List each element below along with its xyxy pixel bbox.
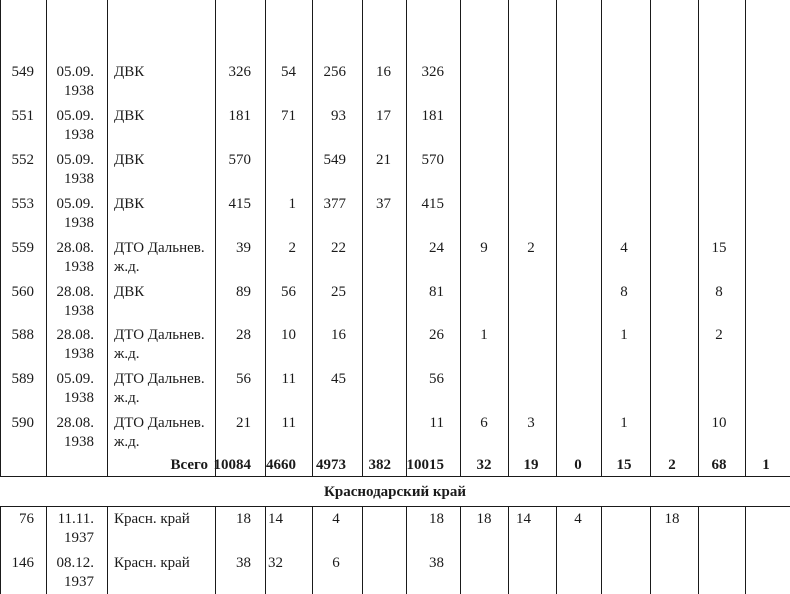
row-organization: ж.д.: [114, 258, 140, 275]
cell-value: 18: [664, 511, 680, 527]
cell-value: 28: [236, 327, 251, 344]
cell-value: 21: [236, 415, 251, 432]
row-date-year: 1938: [64, 302, 94, 319]
cell-value: 14: [516, 511, 531, 527]
cell-value: 1: [288, 195, 296, 212]
row-date-year: 1938: [64, 346, 94, 363]
cell-value: 11: [281, 371, 296, 388]
row-organization: Красн. край: [114, 511, 190, 527]
cell-value: 89: [236, 283, 251, 300]
column-divider: [745, 506, 746, 594]
column-divider: [107, 0, 108, 476]
cell-value: 4: [620, 239, 628, 256]
cell-value: 26: [429, 327, 444, 344]
cell-value: 4660: [266, 457, 296, 473]
row-organization: ДВК: [114, 151, 145, 168]
cell-value: 326: [228, 64, 251, 80]
row-date-year: 1937: [64, 530, 94, 546]
cell-value: 3: [527, 415, 535, 432]
cell-value: 326: [421, 64, 444, 80]
row-organization: ДВК: [114, 283, 145, 300]
row-number: 549: [11, 64, 34, 80]
cell-value: 549: [323, 151, 346, 168]
row-date: 28.08.: [56, 327, 94, 344]
row-organization: ДТО Дальнев.: [114, 415, 205, 432]
cell-value: 382: [368, 457, 391, 473]
cell-value: 18: [476, 511, 492, 527]
cell-value: 6: [480, 415, 488, 432]
row-organization: ДВК: [114, 107, 145, 124]
cell-value: 56: [236, 371, 251, 388]
column-divider: [265, 506, 266, 594]
cell-value: 17: [376, 107, 391, 124]
row-divider: [0, 476, 790, 477]
cell-value: 38: [236, 555, 251, 571]
row-organization: ж.д.: [114, 390, 140, 407]
cell-value: 2: [715, 327, 723, 344]
cell-value: 11: [429, 415, 444, 432]
cell-value: 56: [429, 371, 444, 388]
cell-value: 10: [711, 415, 727, 432]
row-number: 552: [11, 151, 34, 168]
row-date-year: 1938: [64, 258, 94, 275]
cell-value: 32: [268, 555, 283, 571]
cell-value: 45: [331, 371, 346, 388]
row-date: 11.11.: [57, 511, 94, 527]
cell-value: 71: [281, 107, 296, 124]
cell-value: 1: [620, 327, 628, 344]
cell-value: 56: [281, 283, 296, 300]
row-number: 589: [11, 371, 34, 388]
row-divider: [0, 506, 790, 507]
cell-value: 11: [281, 415, 296, 432]
cell-value: 38: [429, 555, 444, 571]
cell-value: 18: [429, 511, 444, 527]
row-date-year: 1938: [64, 83, 94, 99]
cell-value: 19: [523, 457, 539, 473]
row-organization: ДВК: [114, 195, 145, 212]
cell-value: 22: [331, 239, 346, 256]
row-date-year: 1937: [64, 574, 94, 590]
cell-value: 15: [616, 457, 632, 473]
cell-value: 4: [574, 511, 582, 527]
row-date: 05.09.: [56, 371, 94, 388]
cell-value: 2: [668, 457, 676, 473]
cell-value: 18: [236, 511, 251, 527]
cell-value: 37: [376, 195, 391, 212]
cell-value: 10: [281, 327, 296, 344]
cell-value: 570: [421, 151, 444, 168]
cell-value: 9: [480, 239, 488, 256]
row-date: 05.09.: [56, 151, 94, 168]
cell-value: 16: [331, 327, 346, 344]
cell-value: 32: [476, 457, 492, 473]
row-number: 551: [11, 107, 34, 124]
cell-value: 4973: [316, 457, 346, 473]
cell-value: 1: [762, 457, 770, 473]
cell-value: 1: [480, 327, 488, 344]
cell-value: 54: [281, 64, 296, 80]
row-date: 05.09.: [56, 195, 94, 212]
cell-value: 68: [711, 457, 727, 473]
row-date-year: 1938: [64, 390, 94, 407]
cell-value: 21: [376, 151, 391, 168]
cell-value: 181: [228, 107, 251, 124]
cell-value: 81: [429, 283, 444, 300]
row-date: 28.08.: [56, 415, 94, 432]
row-number: 553: [11, 195, 34, 212]
cell-value: 377: [323, 195, 346, 212]
row-date: 28.08.: [56, 239, 94, 256]
cell-value: 570: [228, 151, 251, 168]
cell-value: 25: [331, 283, 346, 300]
column-divider: [107, 506, 108, 594]
row-organization: ж.д.: [114, 346, 140, 363]
row-date: 05.09.: [56, 64, 94, 80]
cell-value: 0: [574, 457, 582, 473]
row-organization: Красн. край: [114, 555, 190, 571]
cell-value: 16: [376, 64, 391, 80]
cell-value: 8: [715, 283, 723, 300]
row-number: 560: [11, 283, 34, 300]
row-organization: ДТО Дальнев.: [114, 327, 205, 344]
cell-value: 4: [332, 511, 340, 527]
row-number: 146: [11, 555, 34, 571]
cell-value: 10084: [213, 457, 251, 473]
row-organization: ДТО Дальнев.: [114, 371, 205, 388]
row-date: 05.09.: [56, 107, 94, 124]
cell-value: 24: [429, 239, 444, 256]
cell-value: 15: [711, 239, 727, 256]
total-label: Всего: [170, 457, 208, 473]
cell-value: 2: [288, 239, 296, 256]
cell-value: 415: [228, 195, 251, 212]
cell-value: 39: [236, 239, 251, 256]
cell-value: 6: [332, 555, 340, 571]
row-date: 28.08.: [56, 283, 94, 300]
row-date-year: 1938: [64, 170, 94, 187]
cell-value: 181: [421, 107, 444, 124]
row-number: 559: [11, 239, 34, 256]
row-date: 08.12.: [56, 555, 94, 571]
row-date-year: 1938: [64, 126, 94, 143]
row-organization: ДТО Дальнев.: [114, 239, 205, 256]
cell-value: 14: [268, 511, 283, 527]
row-date-year: 1938: [64, 214, 94, 231]
section-title: Краснодарский край: [324, 484, 466, 500]
cell-value: 1: [620, 415, 628, 432]
cell-value: 415: [421, 195, 444, 212]
cell-value: 256: [323, 64, 346, 80]
row-organization: ж.д.: [114, 434, 140, 451]
row-number: 76: [19, 511, 34, 527]
cell-value: 93: [331, 107, 346, 124]
row-date-year: 1938: [64, 434, 94, 451]
row-organization: ДВК: [114, 64, 145, 80]
cell-value: 2: [527, 239, 535, 256]
row-number: 590: [11, 415, 34, 432]
cell-value: 10015: [406, 457, 444, 473]
cell-value: 8: [620, 283, 628, 300]
row-number: 588: [11, 327, 34, 344]
